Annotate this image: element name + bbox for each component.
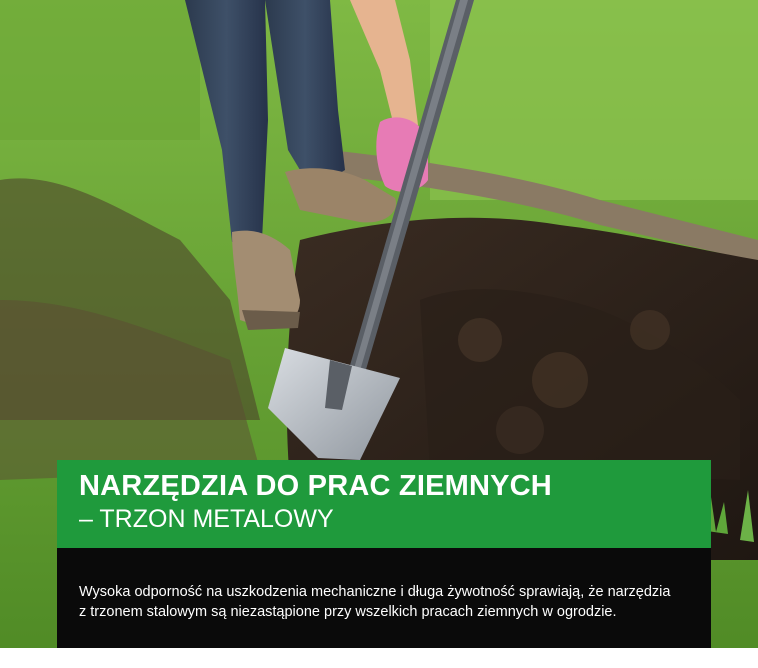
- heading-subtitle: – TRZON METALOWY: [79, 505, 334, 533]
- description-panel: [57, 548, 711, 648]
- description-line-2: z trzonem stalowym są niezastąpione przy wszelkich pracach ziemnych w ogrodzie.: [79, 604, 617, 620]
- heading-title: NARZĘDZIA DO PRAC ZIEMNYCH: [79, 470, 552, 502]
- bottom-margin: [0, 648, 758, 668]
- description-line-1: Wysoka odporność na uszkodzenia mechaniczne i długa żywotność sprawiają, że narzędzia: [79, 584, 671, 600]
- heading-banner: [57, 460, 711, 548]
